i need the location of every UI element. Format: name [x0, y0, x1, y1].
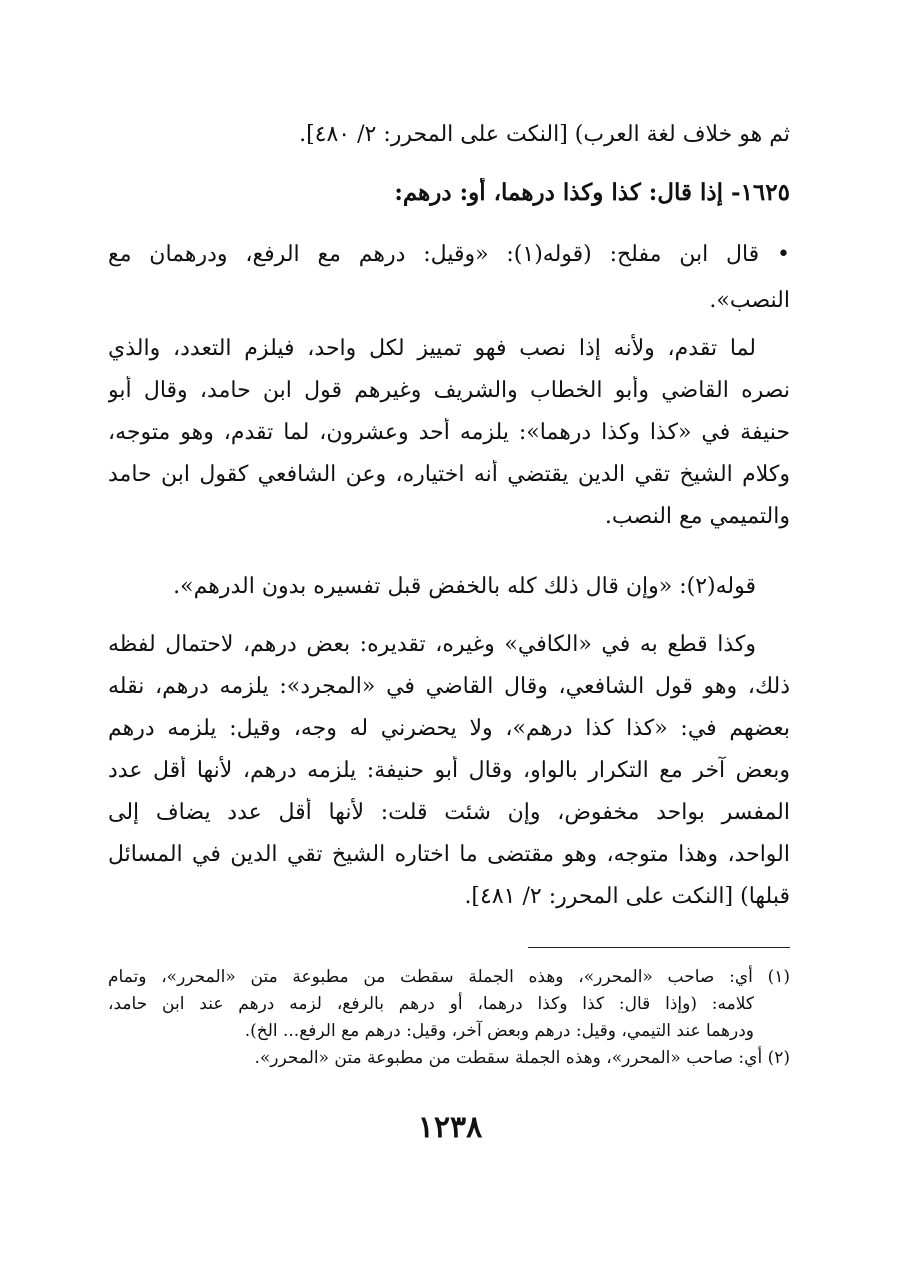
text-line-6: نصره القاضي وأبو الخطاب والشريف وغيرهم قول ابن حامد، وقال أبو — [108, 378, 790, 403]
text-line-4: النصب». — [709, 288, 790, 313]
footnotes — [108, 964, 790, 1072]
text-line-16: الواحد، وهذا متوجه، وهو مقتضى ما اختاره الشيخ تقي الدين في المسائل — [108, 842, 790, 867]
text-line-15: المفسر بواحد مخفوض، وإن شئت قلت: لأنها أقل عدد يضاف إلى — [108, 800, 790, 825]
footnote-1-line-3: ودرهما عند التيمي، وقيل: درهم وبعض آخر، وقيل: درهم مع الرفع... الخ). — [244, 1021, 754, 1041]
page-number: ١٢٣٨ — [417, 1110, 483, 1145]
main-text — [108, 120, 790, 150]
text-line-14: وبعض آخر مع التكرار بالواو، وقال أبو حنيفة: يلزمه درهم، لأنها أقل عدد — [108, 758, 790, 783]
text-line-10: قوله(٢): «وإن قال ذلك كله بالخفض قبل تفسيره بدون الدرهم». — [173, 574, 756, 599]
text-line-3: • قال ابن مفلح: (قوله(١): «وقيل: درهم مع الرفع، ودرهمان مع — [108, 242, 790, 267]
quote-paragraph — [108, 240, 790, 316]
paragraph-3 — [108, 630, 790, 912]
text-line-9: والتميمي مع النصب. — [604, 504, 790, 529]
text-line-13: بعضهم في: «كذا كذا درهم»، ولا يحضرني له وجه، وقيل: يلزمه درهم — [108, 716, 790, 741]
text-line-8: وكلام الشيخ تقي الدين يقتضي أنه اختياره، وعن الشافعي كقول ابن حامد — [108, 462, 790, 487]
text-line-17: قبلها) [النكت على المحرر: ٢/ ٤٨١]. — [464, 884, 790, 909]
footnote-2: (٢) أي: صاحب «المحرر»، وهذه الجملة سقطت من مطبوعة متن «المحرر». — [254, 1048, 790, 1068]
text-line-11: وكذا قطع به في «الكافي» وغيره، تقديره: بعض درهم، لاحتمال لفظه — [108, 632, 756, 657]
text-line-12: ذلك، وهو قول الشافعي، وقال القاضي في «المجرد»: يلزمه درهم، نقله — [108, 674, 790, 699]
footnote-1-line-1: (١) أي: صاحب «المحرر»، وهذه الجملة سقطت من مطبوعة متن «المحرر»، وتمام — [108, 967, 790, 987]
paragraph-2 — [108, 572, 790, 602]
text-line-1: ثم هو خلاف لغة العرب) [النكت على المحرر: ٢/ ٤٨٠]. — [299, 122, 790, 147]
section-heading: ١٦٢٥- إذا قال: كذا وكذا درهما، أو: درهم: — [394, 179, 790, 206]
paragraph-1 — [108, 334, 790, 532]
text-line-7: حنيفة في «كذا وكذا درهما»: يلزمه أحد وعشرون، لما تقدم، وهو متوجه، — [108, 420, 790, 445]
text-line-5: لما تقدم، ولأنه إذا نصب فهو تمييز لكل واحد، فيلزم التعدد، والذي — [108, 336, 756, 361]
footnote-1-line-2: كلامه: (وإذا قال: كذا وكذا درهما، أو درهم بالرفع، لزمه درهم عند ابن حامد، — [108, 994, 754, 1014]
section-heading-block — [108, 178, 790, 208]
footnote-divider — [528, 947, 790, 948]
